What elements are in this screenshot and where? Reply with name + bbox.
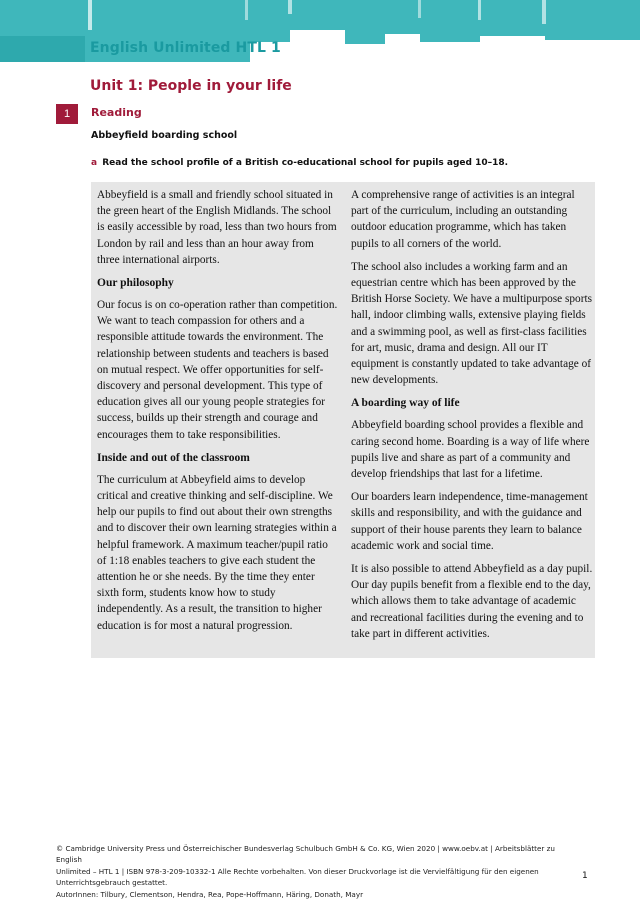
section-number-badge: 1 <box>56 104 78 124</box>
article-paragraph: Our boarders learn independence, time-management skills and responsibility, and with the guidance and support of their house parents they learn to balance academic work and social time. <box>351 491 588 552</box>
footer-line: © Cambridge University Press und Österreichischer Bundesverlag Schulbuch GmbH & Co. KG, Wien 2020 | www.oebv.at | Arbeitsblätter zu English <box>56 844 555 865</box>
footer-line: Unlimited – HTL 1 | ISBN 978-3-209-10332-1 Alle Rechte vorbehalten. Von dieser Druckvorlage ist die Vervielfältigung für den eigenen <box>56 866 539 876</box>
article-paragraph: Abbeyfield is a small and friendly school situated in the green heart of the English Midlands. The school is easily accessible by road, less than two hours from London by rail and less than an hour away from three international airports. <box>97 189 337 266</box>
article-paragraph: Abbeyfield boarding school provides a flexible and caring second home. Boarding is a way of life where pupils live and share as part of a community and develop friendships that last for a lifetime. <box>351 419 590 481</box>
article-heading: A boarding way of life <box>351 397 460 410</box>
page-number: 1 <box>582 871 588 881</box>
article-paragraph: It is also possible to attend Abbeyfield as a day pupil. Our day pupils benefit from a flexible end to the day, which allows them to take advantage of academic and recreational facilities during the evening and to take part in different activities. <box>351 563 593 640</box>
footer-copyright <box>56 843 576 900</box>
book-title: English Unlimited HTL 1 <box>90 40 281 56</box>
footer-line: Unterrichtsgebrauch gestattet. <box>56 878 168 888</box>
text-title: Abbeyfield boarding school <box>91 130 238 141</box>
task-text: Read the school profile of a British co-educational school for pupils aged 10–18. <box>102 158 509 168</box>
task-instruction <box>91 158 508 168</box>
reading-text-box <box>91 182 595 658</box>
article-paragraph: The school also includes a working farm and an equestrian centre which has been approved by the British Horse Society. We have a multipurpose sports hall, indoor climbing walls, extensive playing fields and a swimming pool, as well as first-class facilities for art, music, drama and design. All our IT equipment is constantly updated to take advantage of new developments. <box>351 260 592 387</box>
article-paragraph: A comprehensive range of activities is an integral part of the curriculum, including an outstanding outdoor education programme, which has taken pupils to all corners of the world. <box>351 189 575 250</box>
article-paragraph: Our focus is on co-operation rather than competition. We want to teach compassion for others and a responsible attitude towards the environment. The relationship between students and teachers is based on mutual respect. We offer opportunities for self-discovery and personal development. This type of education gives all our young people strategies for success, builds up their strength and courage and encourages them to take responsibilities. <box>97 299 338 441</box>
task-letter: a <box>91 158 98 168</box>
article-paragraph: The curriculum at Abbeyfield aims to develop critical and creative thinking and self-discipline. We help our pupils to find out about their own strengths and to discover their own learning strategies within a helpful framework. A maximum teacher/pupil ratio of 1:18 enables teachers to give each student the attention he or she needs. By the time they enter sixth form, students know how to study independently. As a result, the transition to higher education is for most a natural progression. <box>97 473 337 632</box>
article-heading: Inside and out of the classroom <box>97 451 250 464</box>
article-column-right <box>351 187 593 649</box>
footer-authors: AutorInnen: Tilbury, Clementson, Hendra, Rea, Pope-Hoffmann, Häring, Donath, Mayr <box>56 889 364 899</box>
article-heading: Our philosophy <box>97 277 174 290</box>
article-column-left <box>97 187 339 641</box>
unit-title: Unit 1: People in your life <box>90 78 292 94</box>
section-title: Reading <box>91 106 142 119</box>
